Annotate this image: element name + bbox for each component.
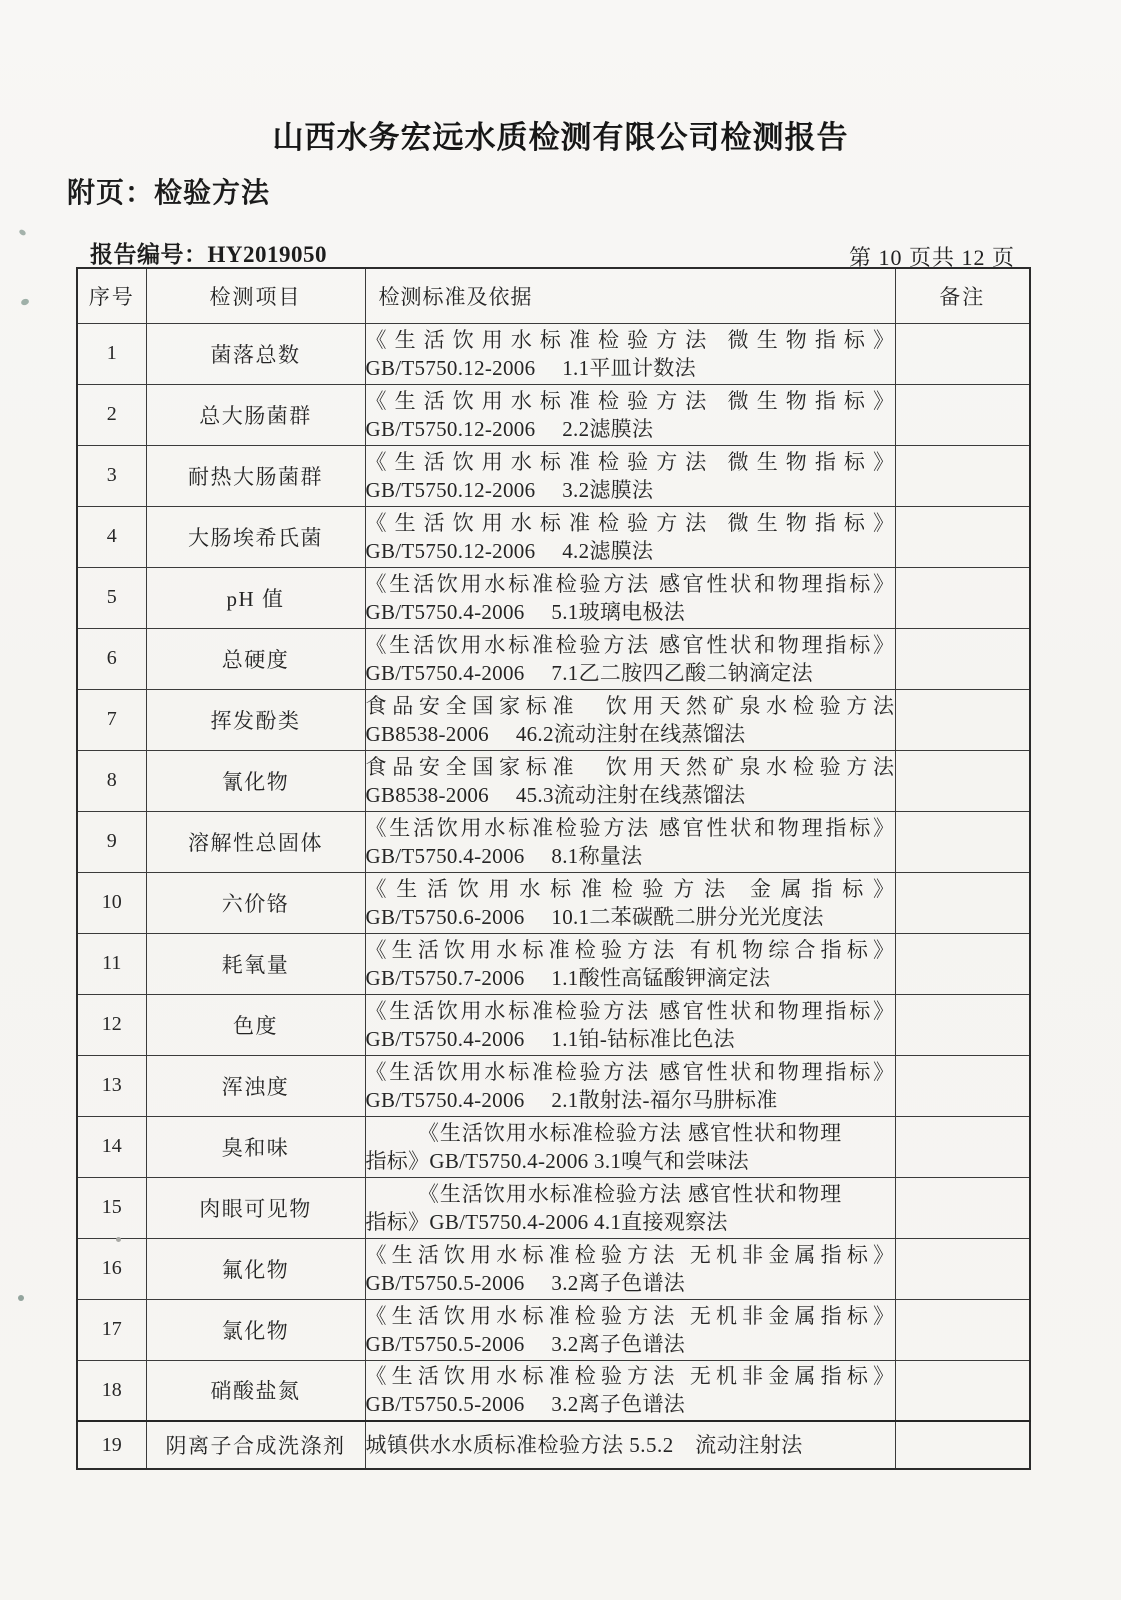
table-row [77,811,1030,872]
cell-standard [365,506,895,567]
report-number-value: HY2019050 [207,242,327,267]
col-header-no: 序号 [77,268,146,323]
table-body [77,323,1030,1469]
cell-remark [895,1238,1030,1299]
cell-standard [365,994,895,1055]
standard-line-2: GB/T5750.12-2006 2.2滤膜法 [365,416,654,441]
cell-standard [365,567,895,628]
standard-line-2: GB/T5750.7-2006 1.1酸性高锰酸钾滴定法 [365,965,771,990]
table-row [77,1360,1030,1421]
standard-line-1: 《生活饮用水标准检验方法 感官性状和物理指标》 [365,998,895,1023]
cell-standard [365,811,895,872]
cell-item: 阴离子合成洗涤剂 [146,1421,365,1469]
standard-line-1: 《生活饮用水标准检验方法 微生物指标》 [365,327,895,352]
cell-no: 5 [77,567,146,628]
report-number-label: 报告编号： [90,242,208,267]
table-row [77,323,1030,384]
cell-item: 总硬度 [146,628,365,689]
table-row [77,750,1030,811]
table-row [77,384,1030,445]
table-row [77,994,1030,1055]
col-header-item: 检测项目 [146,268,365,323]
cell-no: 8 [77,750,146,811]
cell-remark [895,323,1030,384]
cell-remark [895,1421,1030,1469]
table-row [77,1055,1030,1116]
cell-no: 4 [77,506,146,567]
standard-line-2: 指标》GB/T5750.4-2006 3.1嗅气和尝味法 [365,1148,749,1173]
cell-standard [365,445,895,506]
cell-no: 11 [77,933,146,994]
cell-remark [895,1177,1030,1238]
standard-line-2: GB/T5750.4-2006 1.1铂-钴标准比色法 [365,1026,735,1051]
cell-item: 挥发酚类 [146,689,365,750]
table-row [77,933,1030,994]
cell-item: 硝酸盐氮 [146,1360,365,1421]
standard-line-1: 《生活饮用水标准检验方法 微生物指标》 [365,388,895,413]
cell-remark [895,567,1030,628]
standard-line-2: GB8538-2006 45.3流动注射在线蒸馏法 [365,782,746,807]
cell-remark [895,384,1030,445]
standard-line-1: 《生活饮用水标准检验方法 无机非金属指标》 [365,1303,895,1328]
cell-no: 2 [77,384,146,445]
report-number [90,236,327,269]
table-row [77,1421,1030,1469]
standard-line-1: 食品安全国家标准 饮用天然矿泉水检验方法 [365,754,895,779]
standard-line-2: GB/T5750.5-2006 3.2离子色谱法 [365,1392,686,1417]
table-row [77,1116,1030,1177]
standard-line-2: GB/T5750.5-2006 3.2离子色谱法 [365,1331,686,1356]
col-header-standard: 检测标准及依据 [365,268,895,323]
cell-standard [365,1177,895,1238]
col-header-remark: 备注 [895,268,1030,323]
table-row [77,628,1030,689]
cell-standard [365,628,895,689]
cell-item: 溶解性总固体 [146,811,365,872]
cell-item: 氯化物 [146,1299,365,1360]
cell-no: 13 [77,1055,146,1116]
page-subtitle: 附页：检验方法 [67,178,271,209]
standard-line-1: 《生活饮用水标准检验方法 感官性状和物理指标》 [365,815,895,840]
cell-item: 色度 [146,994,365,1055]
standard-line-1: 城镇供水水质标准检验方法 5.5.2 流动注射法 [365,1433,803,1457]
methods-table [76,267,1031,1470]
cell-remark [895,506,1030,567]
cell-remark [895,811,1030,872]
standard-line-1: 食品安全国家标准 饮用天然矿泉水检验方法 [365,693,895,718]
standard-line-2: GB8538-2006 46.2流动注射在线蒸馏法 [365,721,746,746]
standard-line-1: 《生活饮用水标准检验方法 感官性状和物理 [417,1181,843,1206]
cell-remark [895,689,1030,750]
table-row [77,1177,1030,1238]
standard-line-1: 《生活饮用水标准检验方法 有机物综合指标》 [365,937,895,962]
cell-item: pH 值 [146,567,365,628]
standard-line-1: 《生活饮用水标准检验方法 感官性状和物理指标》 [365,1059,895,1084]
cell-item: 氰化物 [146,750,365,811]
table-row [77,506,1030,567]
table-row [77,567,1030,628]
cell-standard [365,933,895,994]
standard-line-2: GB/T5750.12-2006 1.1平皿计数法 [365,355,696,380]
table-row [77,445,1030,506]
standard-line-2: GB/T5750.5-2006 3.2离子色谱法 [365,1270,686,1295]
cell-no: 14 [77,1116,146,1177]
cell-standard [365,323,895,384]
standard-line-2: GB/T5750.6-2006 10.1二苯碳酰二肼分光光度法 [365,904,824,929]
cell-item: 六价铬 [146,872,365,933]
table-row [77,872,1030,933]
cell-no: 19 [77,1421,146,1469]
cell-standard [365,689,895,750]
standard-line-2: GB/T5750.4-2006 2.1散射法-福尔马肼标准 [365,1087,778,1112]
table-row [77,1299,1030,1360]
standard-line-2: GB/T5750.12-2006 3.2滤膜法 [365,477,654,502]
cell-standard [365,1116,895,1177]
cell-no: 7 [77,689,146,750]
cell-item: 总大肠菌群 [146,384,365,445]
scan-speck [116,1237,121,1242]
cell-no: 18 [77,1360,146,1421]
cell-standard [365,872,895,933]
cell-item: 菌落总数 [146,323,365,384]
cell-standard [365,1299,895,1360]
cell-remark [895,1299,1030,1360]
cell-standard [365,384,895,445]
cell-standard [365,1238,895,1299]
cell-no: 16 [77,1238,146,1299]
standard-line-2: GB/T5750.12-2006 4.2滤膜法 [365,538,654,563]
cell-remark [895,872,1030,933]
page-indicator: 第 10 页共 12 页 [848,245,1015,270]
standard-line-1: 《生活饮用水标准检验方法 微生物指标》 [365,449,895,474]
standard-line-2: GB/T5750.4-2006 5.1玻璃电极法 [365,599,686,624]
cell-remark [895,933,1030,994]
standard-line-1: 《生活饮用水标准检验方法 感官性状和物理 [417,1120,843,1145]
cell-remark [895,750,1030,811]
table-row [77,1238,1030,1299]
cell-item: 氟化物 [146,1238,365,1299]
scan-speck [18,1295,24,1301]
cell-no: 6 [77,628,146,689]
cell-item: 耗氧量 [146,933,365,994]
cell-remark [895,994,1030,1055]
standard-line-2: 指标》GB/T5750.4-2006 4.1直接观察法 [365,1209,728,1234]
cell-standard [365,750,895,811]
table-row [77,689,1030,750]
cell-no: 10 [77,872,146,933]
cell-item: 耐热大肠菌群 [146,445,365,506]
cell-remark [895,1116,1030,1177]
cell-item: 浑浊度 [146,1055,365,1116]
cell-remark [895,628,1030,689]
cell-standard [365,1055,895,1116]
standard-line-1: 《生活饮用水标准检验方法 感官性状和物理指标》 [365,571,895,596]
standard-line-2: GB/T5750.4-2006 8.1称量法 [365,843,643,868]
cell-standard [365,1421,895,1469]
table-header-row [77,268,1030,323]
cell-item: 肉眼可见物 [146,1177,365,1238]
cell-standard [365,1360,895,1421]
cell-item: 大肠埃希氏菌 [146,506,365,567]
standard-line-1: 《生活饮用水标准检验方法 金属指标》 [365,876,895,901]
cell-remark [895,1360,1030,1421]
cell-no: 12 [77,994,146,1055]
cell-remark [895,1055,1030,1116]
cell-item: 臭和味 [146,1116,365,1177]
standard-line-1: 《生活饮用水标准检验方法 无机非金属指标》 [365,1242,895,1267]
scan-speck [18,228,27,236]
scan-speck [20,298,30,306]
cell-remark [895,445,1030,506]
standard-line-1: 《生活饮用水标准检验方法 无机非金属指标》 [365,1364,895,1389]
cell-no: 3 [77,445,146,506]
standard-line-1: 《生活饮用水标准检验方法 感官性状和物理指标》 [365,632,895,657]
cell-no: 1 [77,323,146,384]
standard-line-1: 《生活饮用水标准检验方法 微生物指标》 [365,510,895,535]
cell-no: 9 [77,811,146,872]
standard-line-2: GB/T5750.4-2006 7.1乙二胺四乙酸二钠滴定法 [365,660,813,685]
page-title: 山西水务宏远水质检测有限公司检测报告 [272,120,849,156]
cell-no: 17 [77,1299,146,1360]
cell-no: 15 [77,1177,146,1238]
